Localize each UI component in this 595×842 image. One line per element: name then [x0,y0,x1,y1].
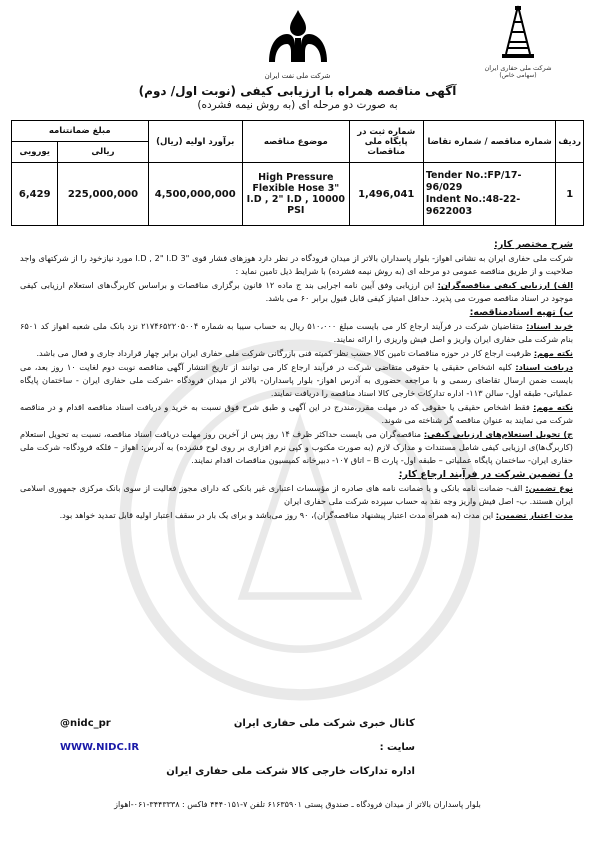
guarantee-type-label: نوع تضمین: [525,483,573,493]
header-subject: موضوع مناقصه [242,121,349,163]
notice-title: آگهی مناقصه همراه با ارزیابی کیفی (نوبت اول/ دوم) [138,84,457,98]
cell-tender-no [423,163,556,226]
nioc-emblem-icon [263,6,333,66]
header-tender-no: شماره مناقصه / شماره تقاضا [423,121,556,163]
cell-registration: 1,496,041 [349,163,423,226]
summary-heading: شرح مختصر کار: [494,239,573,250]
drilling-rig-icon [498,4,538,62]
footer-address: بلوار پاسداران بالاتر از میدان فرودگاه ـ صندوق پستی ۶۱۶۳۵۹۰۱ تلفن ۷-۴۴۴۰۱۵۱ فاکس : ۳۴۴۳۳۳۸-۰۶۱-اهواز [114,800,481,809]
channel-label: کانال خبری شرکت ملی حفاری ایران [233,718,415,729]
jim-text: مناقصه‌گران می بایست حداکثر ظرف ۱۴ روز پس از آخرین روز مهلت دریافت اسناد مناقصه، نسبت به تحویل استعلام (کاربرگ‌ها)ی ارزیابی کیفی شامل مستندات و مدارک لازم (به صورت مکتوب و کپی نرم افزاری بر روی لوح فشرده) به آدرس: اهواز – فلکه فرودگاه- شرکت ملی حفاری ایران- ساختمان پایگاه عملیاتی – طبقه اول- پارت B – اتاق ۱۰۷- دبیرخانه کمیسیون مناقصات اقدام نمایند. [20,429,573,465]
right-logo-subcaption: (سهامی خاص) [499,72,537,79]
summary-text: شرکت ملی حفاری ایران به نشانی اهواز- بلوار پاسداران بالاتر از میدان فرودگاه در نظر دارد هوزهای فشار قوی "3 I.D , 2" I.D مورد نیازخود را از شرکتهای واجد صلاحیت و از طریق مناقصه عمومی دو مرحله ای (به روش نیمه فشرده) با شرایط ذیل تامین نماید : [20,253,574,276]
note-label: نکته مهم: [533,348,573,358]
alef-text: این ارزیابی وفق آیین نامه اجرایی بند ج ماده ۱۲ قانون برگزاری مناقصات و براساس کاربرگ‌های استعلام ارزیابی کیفی موجود در اسناد مناقصه صورت می پذیرد. حداقل امتیاز کیفی قابل قبول برابر ۶۰ می باشد. [20,280,573,303]
tender-table [11,120,584,226]
right-logo-caption: شرکت ملی حفاری ایران [484,64,552,72]
contact-block [60,712,535,784]
guarantee-validity-text: این مدت (به همراه مدت اعتبار پیشنهاد مناقصه‌گران)، ۹۰ روز می‌باشد و برای یک بار در سقف اعتبار اولیه قابل تمدید خواهد بود. [59,510,494,520]
table-row [12,163,584,226]
table-header-row [12,121,584,142]
guarantee-validity-label: مدت اعتبار تضمین: [495,510,573,520]
note-text: ظرفیت ارجاع کار در حوزه مناقصات تامین کالا حسب نظر کمیته فنی بازرگانی شرکت ملی حفاری ایران برابر چهار قرارداد جاری و فعال می باشد. [36,348,532,358]
notice-subtitle: به صورت دو مرحله ای (به روش نیمه فشرده) [197,99,398,111]
guarantee-type-text: الف- ضمانت نامه بانکی و یا ضمانت نامه های صادره از مؤسسات اعتباری غیر بانکی که دارای مجوز فعالیت از سوی بانک مرکزی جمهوری اسلامی ایران هستند. ب- اصل فیش واریز وجه نقد به حساب سپرده شرکت ملی حفاری ایران [20,483,573,506]
office-name: اداره تدارکات خارجی کالا شرکت ملی حفاری ایران [166,766,415,777]
office-row [60,760,535,784]
dal-heading: د) تضمین شرکت در فرآیند ارجاع کار: [398,469,573,480]
header-rial: ریالی [58,142,148,163]
title-block [14,84,581,111]
site-label: سایت : [379,742,415,753]
channel-handle[interactable]: @nidc_pr [60,718,111,729]
header-estimate: برآورد اولیه (ریال) [148,121,242,163]
header [14,4,581,111]
cell-row-number: 1 [556,163,584,226]
cell-subject: High Pressure Flexible Hose 3" I.D , 2" I.D , 10000 PSI [242,163,349,226]
cell-euro: 6,429 [12,163,58,226]
cell-rial: 225,000,000 [58,163,148,226]
note2-label: نکته مهم: [533,402,573,412]
tender-number: Tender No.:FP/17-96/029 [425,170,522,193]
header-guarantee: مبلغ ضمانتنامه [12,121,149,142]
purchase-text: متقاضیان شرکت در فرآیند ارجاع کار می بایست مبلغ ۵۱۰،۰۰۰ ریال به حساب سیبا به شماره ۲۱۷۴۶۵۲۲۰۵۰۰۴ نزد بانک ملی شعبه اهواز کد ۶۵۰۱ بنام شرکت ملی حفاری ایران واریز و اصل فیش واریزی را ارائه نمایند. [20,321,573,344]
nidc-logo [463,4,573,79]
receive-label: دریافت اسناد: [515,362,573,372]
be-heading: ب) تهیه اسنادمناقصه: [469,307,573,318]
site-link[interactable]: WWW.NIDC.IR [60,742,140,753]
receive-text: کلیه اشخاص حقیقی یا حقوقی متقاضی شرکت در فرآیند ارجاع کار می توانند از تاریخ انتشار آگهی مناقصه نوبت دوم لغایت ۱۰ روز بعد، می بایست ضمن ارسال تقاضای رسمی و با مراجعه حضوری به آدرس اهواز- بلوار پاسداران- بالاتر از میدان فرودگاه -شرکت ملی حفاری ایران - ساختمان پایگاه عملیاتی- طبقه اول- سالن ۱۱۳- اداره تدارکات خارجی کالا اسناد مناقصه را دریافت نمایند. [20,362,573,398]
cell-estimate: 4,500,000,000 [148,163,242,226]
note2-text: فقط اشخاص حقیقی یا حقوقی که در مهلت مقرر،مندرج در این آگهی و طبق شرح فوق نسبت به خرید و دریافت اسناد مناقصه اقدام و در مناقصه شرکت می نمایند به عنوان مناقصه گر شناخته می شوند. [20,402,573,425]
site-row [60,736,535,760]
nioc-logo [238,6,358,80]
channel-row [60,712,535,736]
header-registration: شماره ثبت در پایگاه ملی مناقصات [349,121,423,163]
purchase-label: خرید اسناد: [526,321,573,331]
notice-body [20,238,573,523]
indent-number: Indent No.:48-22-9622003 [425,194,521,217]
header-row-number: ردیف [556,121,584,163]
center-logo-caption: شرکت ملی نفت ایران [264,72,331,80]
header-euro: یورویی [12,142,58,163]
alef-label: الف) ارزیابی کیفی مناقصه‌گران: [437,280,574,290]
jim-label: ج) تحویل استعلام‌های ارزیابی کیفی: [423,429,573,439]
